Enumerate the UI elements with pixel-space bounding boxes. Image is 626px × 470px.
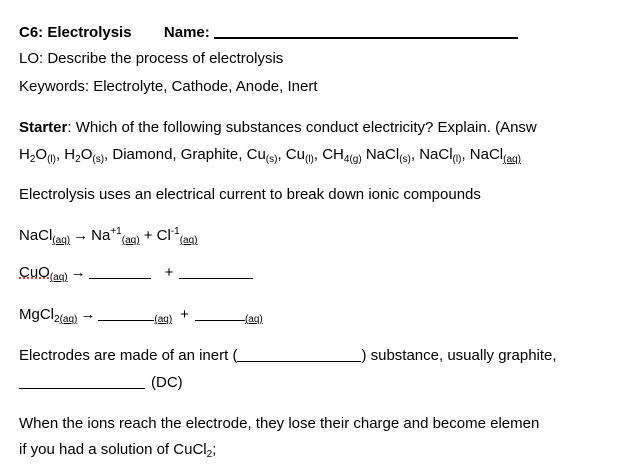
inert-blank[interactable] <box>237 347 361 362</box>
electrodes-line: Electrodes are made of an inert ( ) substance, usually graphite, <box>19 347 557 364</box>
worksheet-title: C6: Electrolysis <box>19 24 132 41</box>
product-blank-3[interactable] <box>98 306 154 321</box>
starter-text: : Which of the following substances conduct electricity? Explain. (Answ <box>67 119 537 136</box>
product-blank-4[interactable] <box>195 306 245 321</box>
ions-line-1: When the ions reach the electrode, they lose their charge and become elemen <box>19 415 540 432</box>
equation-cuo: CuO$_{(aq)}$ → + <box>19 264 253 282</box>
dc-line: (DC) <box>19 374 183 392</box>
equation-nacl: NaCl$_{(aq)}$ → $Na^{+1}_{(aq)} + Cl^{-1}_{(aq)}$ <box>19 226 198 246</box>
arrow-icon: → <box>73 227 89 244</box>
current-blank[interactable] <box>19 374 145 389</box>
arrow-icon: → <box>70 264 86 281</box>
ions-line-2: if you had a solution of CuCl$_2$; <box>19 441 217 460</box>
starter-question <box>19 119 537 137</box>
keywords-line: Keywords: Electrolyte, Cathode, Anode, Inert <box>19 78 318 95</box>
electrolysis-intro: Electrolysis uses an electrical current to break down ionic compounds <box>19 186 481 203</box>
equation-mgcl2: MgCl$_{2(aq)}$ → $_{(aq)}$ + $_{(aq)}$ <box>19 306 263 325</box>
product-blank-2[interactable] <box>179 264 253 279</box>
name-field[interactable] <box>214 23 518 39</box>
worksheet-header <box>19 23 518 42</box>
learning-objective: LO: Describe the process of electrolysis <box>19 50 284 67</box>
product-blank-1[interactable] <box>89 264 151 279</box>
substances-list: $H_2O_{(l)}$, $H_2O_{(s)}$, Diamond, Graphite, $Cu_{(s)}$, $Cu_{(l)}$, $CH_{4(g)}$ NaCl$_{(s)}$, NaCl$_{(l)}$, NaCl$_{(aq)}$ <box>19 146 521 165</box>
starter-label: Starter <box>19 119 68 136</box>
name-label: Name: <box>163 24 210 41</box>
arrow-icon: → <box>80 306 96 323</box>
